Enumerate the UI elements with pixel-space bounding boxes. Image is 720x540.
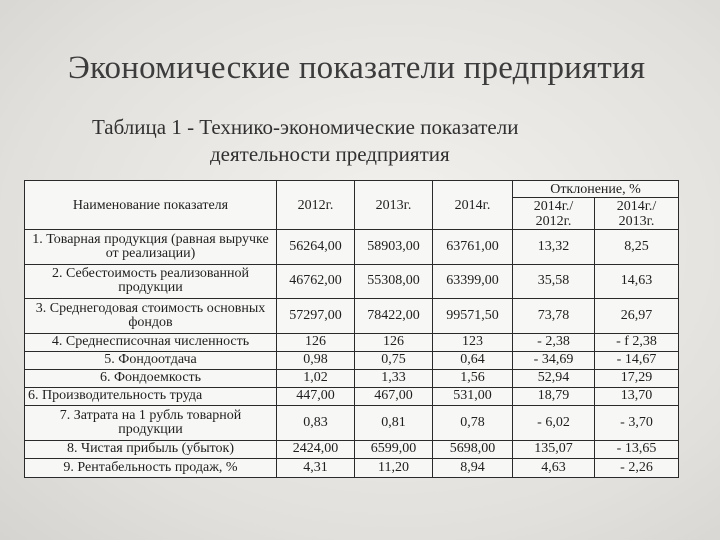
table-row	[25, 369, 679, 387]
cell-2014: 1,56	[433, 369, 513, 387]
cell-2012: 126	[277, 333, 355, 351]
cell-2014: 0,78	[433, 405, 513, 440]
cell-dev-2012: 135,07	[513, 440, 595, 458]
row-name: 8. Чистая прибыль (убыток)	[25, 440, 277, 458]
row-name: 7. Затрата на 1 рубль товарной продукции	[25, 405, 277, 440]
indicators-table	[24, 180, 679, 478]
table-row	[25, 458, 679, 477]
cell-dev-2012: 4,63	[513, 458, 595, 477]
cell-2013: 1,33	[355, 369, 433, 387]
header-indicator-name: Наименование показателя	[25, 181, 277, 230]
cell-dev-2012: 13,32	[513, 230, 595, 265]
cell-2014: 63399,00	[433, 264, 513, 298]
cell-2012: 0,98	[277, 351, 355, 369]
cell-2013: 6599,00	[355, 440, 433, 458]
cell-2012: 56264,00	[277, 230, 355, 265]
cell-2013: 467,00	[355, 387, 433, 405]
table-row	[25, 298, 679, 333]
cell-2014: 0,64	[433, 351, 513, 369]
caption-line-2: деятельности предприятия	[210, 142, 450, 166]
row-name: 3. Среднегодовая стоимость основных фондов	[25, 298, 277, 333]
cell-2013: 0,75	[355, 351, 433, 369]
indicators-table-sheet	[24, 180, 678, 478]
cell-2014: 99571,50	[433, 298, 513, 333]
cell-2012: 2424,00	[277, 440, 355, 458]
row-name: 2. Себестоимость реализованной продукции	[25, 264, 277, 298]
cell-dev-2013: 13,70	[595, 387, 679, 405]
slide-title: Экономические показатели предприятия	[68, 50, 646, 86]
cell-2012: 1,02	[277, 369, 355, 387]
cell-2013: 11,20	[355, 458, 433, 477]
header-2014: 2014г.	[433, 181, 513, 230]
cell-2013: 58903,00	[355, 230, 433, 265]
cell-dev-2013: - f 2,38	[595, 333, 679, 351]
cell-2012: 0,83	[277, 405, 355, 440]
table-caption	[92, 114, 692, 168]
cell-dev-2012: 35,58	[513, 264, 595, 298]
cell-dev-2013: - 13,65	[595, 440, 679, 458]
cell-dev-2013: 26,97	[595, 298, 679, 333]
header-2013: 2013г.	[355, 181, 433, 230]
table-row	[25, 230, 679, 265]
cell-2014: 531,00	[433, 387, 513, 405]
table-row	[25, 351, 679, 369]
cell-dev-2012: 73,78	[513, 298, 595, 333]
cell-dev-2013: - 14,67	[595, 351, 679, 369]
cell-2012: 46762,00	[277, 264, 355, 298]
header-dev-2014-2013: 2014г./ 2013г.	[595, 198, 679, 230]
table-row	[25, 405, 679, 440]
cell-2014: 5698,00	[433, 440, 513, 458]
cell-dev-2013: 8,25	[595, 230, 679, 265]
table-row	[25, 387, 679, 405]
cell-2012: 57297,00	[277, 298, 355, 333]
cell-dev-2013: - 2,26	[595, 458, 679, 477]
table-row	[25, 264, 679, 298]
cell-2014: 8,94	[433, 458, 513, 477]
cell-dev-2012: - 2,38	[513, 333, 595, 351]
cell-dev-2013: 17,29	[595, 369, 679, 387]
header-2012: 2012г.	[277, 181, 355, 230]
cell-2013: 55308,00	[355, 264, 433, 298]
row-name: 1. Товарная продукция (равная выручке от реализации)	[25, 230, 277, 265]
cell-2013: 126	[355, 333, 433, 351]
cell-2012: 447,00	[277, 387, 355, 405]
cell-2012: 4,31	[277, 458, 355, 477]
table-row	[25, 333, 679, 351]
caption-line-1: Таблица 1 - Технико-экономические показатели	[92, 115, 519, 139]
cell-2013: 78422,00	[355, 298, 433, 333]
cell-2014: 123	[433, 333, 513, 351]
cell-dev-2012: - 34,69	[513, 351, 595, 369]
cell-dev-2012: - 6,02	[513, 405, 595, 440]
cell-dev-2012: 18,79	[513, 387, 595, 405]
row-name: 6. Фондоемкость	[25, 369, 277, 387]
cell-dev-2012: 52,94	[513, 369, 595, 387]
cell-2013: 0,81	[355, 405, 433, 440]
row-name: 6. Производительность труда	[25, 387, 277, 405]
row-name: 9. Рентабельность продаж, %	[25, 458, 277, 477]
table-row	[25, 440, 679, 458]
cell-dev-2013: 14,63	[595, 264, 679, 298]
cell-2014: 63761,00	[433, 230, 513, 265]
row-name: 5. Фондоотдача	[25, 351, 277, 369]
cell-dev-2013: - 3,70	[595, 405, 679, 440]
row-name: 4. Среднесписочная численность	[25, 333, 277, 351]
header-deviation: Отклонение, %	[513, 181, 679, 198]
header-dev-2014-2012: 2014г./ 2012г.	[513, 198, 595, 230]
